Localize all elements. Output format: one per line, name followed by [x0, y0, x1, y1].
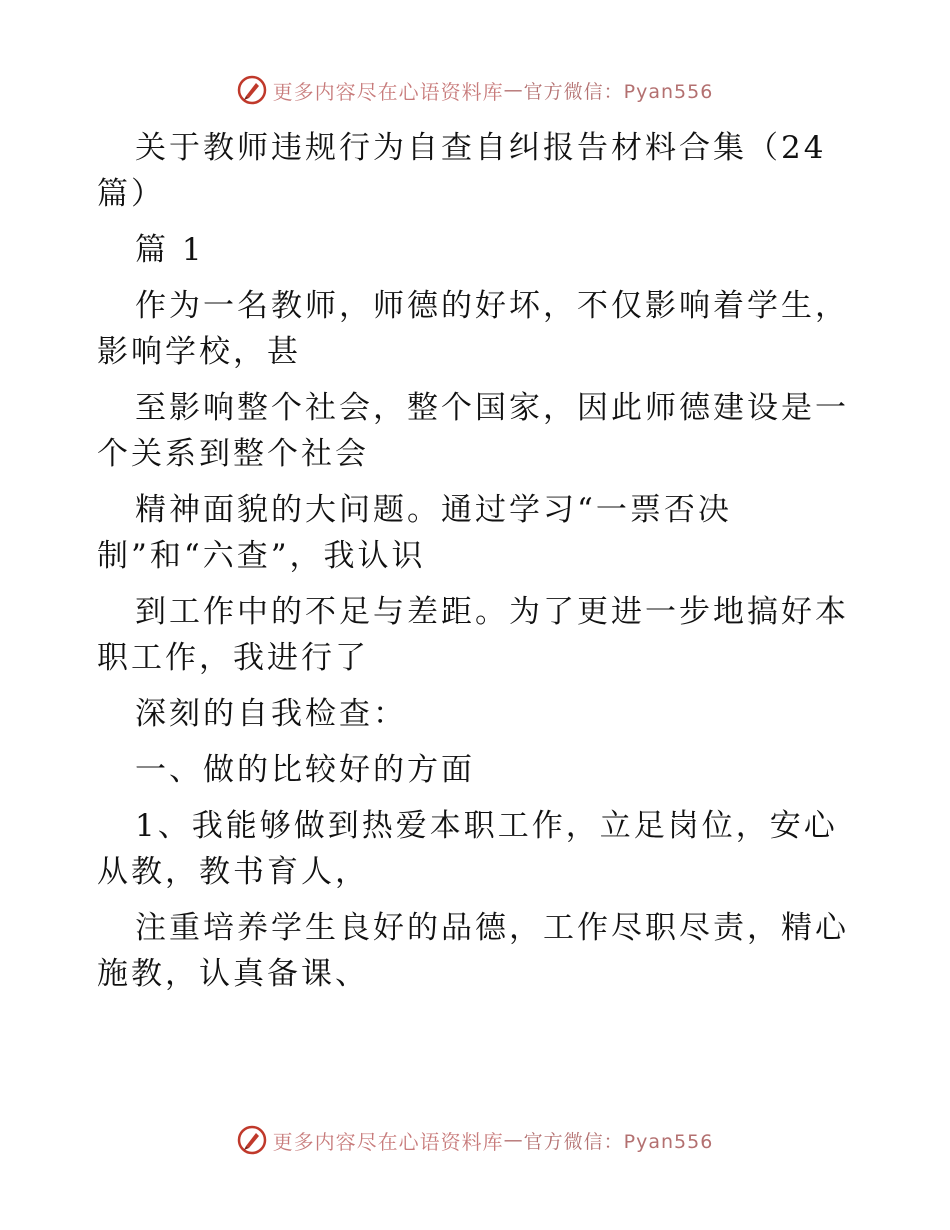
- paragraph-line: 1、我能够做到热爱本职工作，立足岗位，安心: [135, 808, 838, 844]
- paragraph-line: 作为一名教师，师德的好坏，不仅影响着学生，: [135, 288, 849, 324]
- paragraph-line: 深刻的自我检查：: [135, 696, 407, 732]
- paragraph-line: 制”和“六查”，我认识: [97, 538, 426, 574]
- paragraph-line: 个关系到整个社会: [97, 436, 369, 472]
- paragraph-line: 影响学校，甚: [97, 334, 301, 370]
- paragraph-line: 到工作中的不足与差距。为了更进一步地搞好本: [135, 594, 849, 630]
- paragraph-line: 至影响整个社会，整个国家，因此师德建设是一: [135, 390, 849, 426]
- watermark-wechat: 官方微信：Pyan556: [523, 80, 714, 103]
- paragraph-line: 注重培养学生良好的品德，工作尽职尽责，精心: [135, 910, 849, 946]
- watermark-separator: —: [503, 79, 524, 101]
- pen-logo-icon: [237, 1125, 267, 1155]
- watermark-brand: 更多内容尽在心语资料库: [272, 79, 504, 104]
- paragraph-line: 职工作，我进行了: [97, 640, 369, 676]
- watermark-separator: —: [503, 1129, 524, 1151]
- pen-logo-icon: [237, 75, 267, 105]
- section-heading: 篇 1: [135, 232, 205, 268]
- watermark-brand: 更多内容尽在心语资料库: [272, 1129, 504, 1154]
- document-title: 关于教师违规行为自查自纠报告材料合集（24: [135, 130, 827, 166]
- subsection-heading: 一、做的比较好的方面: [135, 752, 475, 788]
- watermark-header: [0, 70, 950, 110]
- watermark-wechat: 官方微信：Pyan556: [523, 1130, 714, 1153]
- paragraph-line: 施教，认真备课、: [97, 956, 369, 992]
- watermark-footer: [0, 1120, 950, 1160]
- document-title-continued: 篇）: [97, 176, 165, 212]
- paragraph-line: 精神面貌的大问题。通过学习“一票否决: [135, 492, 732, 528]
- paragraph-line: 从教，教书育人，: [97, 854, 369, 890]
- document-body: [97, 125, 867, 997]
